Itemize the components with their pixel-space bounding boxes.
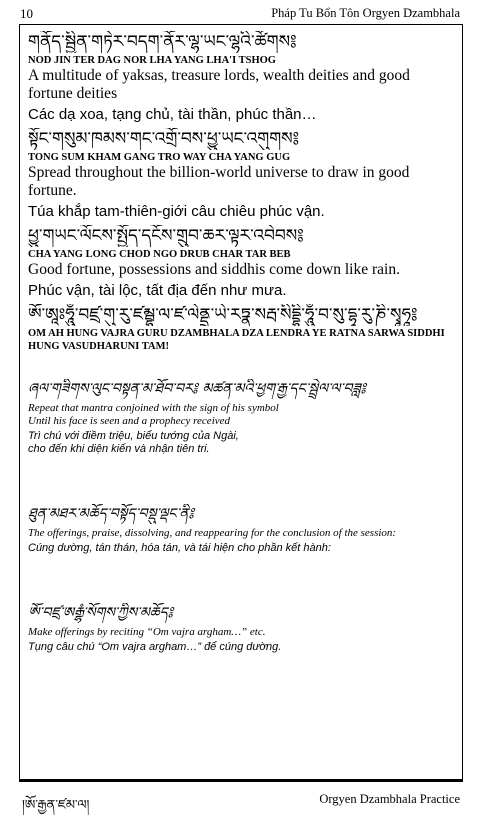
page-frame <box>19 24 463 782</box>
verse-2 <box>28 128 454 221</box>
tibetan-verse: སྟོང་གསུམ་ཁམས་གང་འགྲོ་བས་ཕྱུ་ཡང་འགུགས༔ <box>28 129 300 149</box>
english-instruction-line: Repeat that mantra conjoined with the sign of his symbol <box>28 402 279 414</box>
tibetan-verse: གནོད་སྦྱིན་གཏེར་བདག་ནོར་ལྷ་ཡང་ལྷའི་ཚོགས༔ <box>28 32 297 52</box>
tibetan-instruction: ཞལ་གཟིགས་ལུང་བསྟན་མ་ཐོབ་བར༔ མཚན་མའི་ཕྱག་རྒྱ་དང་སྦྲེལ་ལ་བཟླ༔ <box>28 381 366 397</box>
page-number: 10 <box>20 6 33 21</box>
instruction-1 <box>28 379 454 456</box>
running-title: Pháp Tu Bổn Tôn Orgyen Dzambhala <box>271 6 460 20</box>
instruction-3 <box>28 603 454 654</box>
english-instruction-line: Make offerings by reciting “Om vajra argham…” etc. <box>28 626 266 638</box>
english-translation: A multitude of yaksas, treasure lords, wealth deities and good fortune deities <box>28 67 410 102</box>
page-footer <box>22 790 460 813</box>
tibetan-instruction: ཨོཾ་བཛྲ་ཨརྒྷཾ་སོགས་ཀྱིས་མཆོད༔ <box>28 605 173 621</box>
verse-1 <box>28 31 454 124</box>
english-instruction-line: The offerings, praise, dissolving, and reappearing for the conclusion of the session: <box>28 527 397 539</box>
tibetan-mantra: ཨོཾ་ཨཱཿཧཱུྃ་བཛྲ་གུ་རུ་ཛམྦྷ་ལ་ཛ་ལེནྡྲ་ཡེ་རཏྣ་སརྦ་སིདྡྷི་ཧཱུྃ་བ་སུ་དྷཱ་རུ་ཎི་སྭཱཧཱ༔ <box>28 305 418 325</box>
vietnamese-instruction-line: Tụng câu chú “Om vajra argham…” để cúng dường. <box>28 641 282 653</box>
mantra <box>28 304 454 353</box>
vietnamese-instruction-line: Trì chú với điềm triệu, biểu tướng của Ngài, <box>28 430 239 442</box>
page-content <box>28 31 454 658</box>
footer-tibetan-label: །ཨོ་རྒྱན་ཛམ་ལ། <box>22 798 90 813</box>
english-instruction-line: Until his face is seen and a prophecy received <box>28 415 231 427</box>
vietnamese-translation: Túa khắp tam-thiên-giới câu chiêu phúc vận. <box>28 203 325 220</box>
vietnamese-instruction-line: Cúng dường, tán thán, hóa tán, và tái hiện cho phần kết hành: <box>28 542 331 554</box>
transliteration: CHA YANG LONG CHOD NGO DRUB CHAR TAR BEB <box>28 249 291 260</box>
transliteration: NOD JIN TER DAG NOR LHA YANG LHA'I TSHOG <box>28 55 276 66</box>
verse-3 <box>28 225 454 300</box>
tibetan-instruction: ཐུན་མཐར་མཆོད་བསྟོད་བསྡུ་ལྡང་ནི༔ <box>28 506 194 522</box>
vietnamese-translation: Phúc vận, tài lộc, tất địa đến như mưa. <box>28 282 287 299</box>
transliteration: TONG SUM KHAM GANG TRO WAY CHA YANG GUG <box>28 152 291 163</box>
mantra-transliteration: OM AH HUNG VAJRA GURU DZAMBHALA DZA LENDRA YE RATNA SARWA SIDDHI HUNG VASUDHARUNI TAM! <box>28 328 445 352</box>
vietnamese-instruction-line: cho đến khi diện kiến và nhận tiên tri. <box>28 443 210 455</box>
tibetan-verse: ཕྱུ་གཡང་ལོངས་སྤྱོད་དངོས་གྲུབ་ཆར་ལྟར་འབེབས༔ <box>28 226 304 246</box>
instruction-2 <box>28 504 454 555</box>
footer-title: Orgyen Dzambhala Practice <box>319 792 460 806</box>
vietnamese-translation: Các dạ xoa, tạng chủ, tài thần, phúc thần… <box>28 106 317 123</box>
page-header <box>20 6 460 24</box>
english-translation: Good fortune, possessions and siddhis come down like rain. <box>28 261 400 278</box>
english-translation: Spread throughout the billion-world universe to draw in good fortune. <box>28 164 410 199</box>
